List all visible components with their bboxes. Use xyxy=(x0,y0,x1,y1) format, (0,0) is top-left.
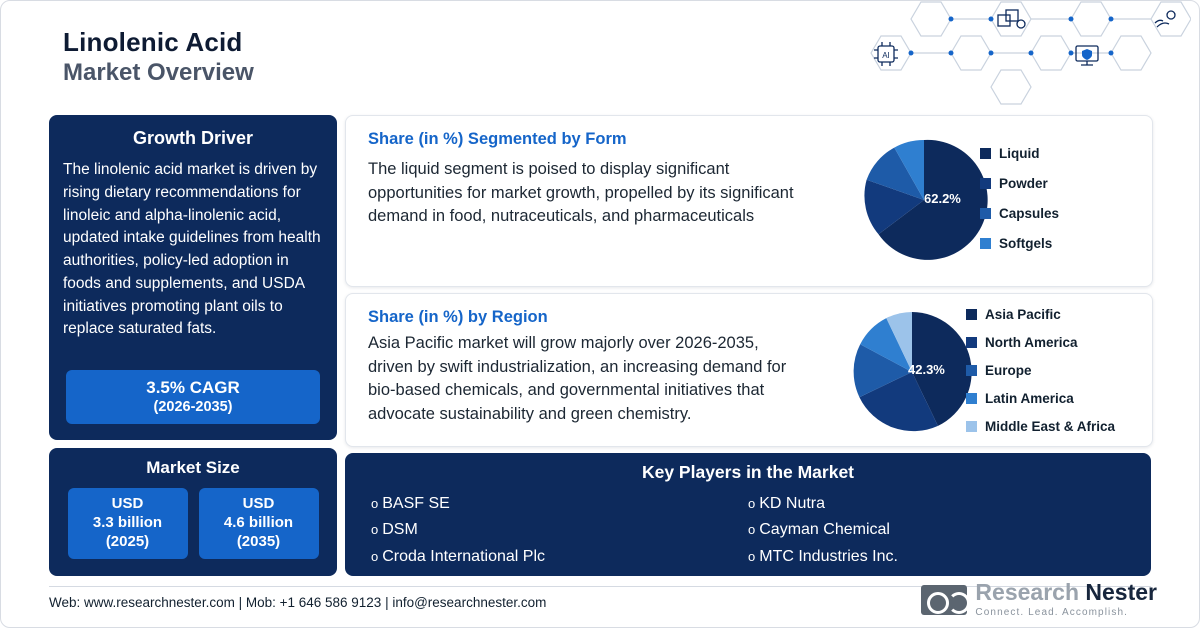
market-size-year: (2025) xyxy=(105,532,150,550)
page-title: Linolenic Acid xyxy=(63,27,243,57)
share-by-region-panel xyxy=(345,293,1153,447)
cagr-badge xyxy=(66,370,320,424)
key-player-name: DSM xyxy=(382,521,418,539)
key-players-title: Key Players in the Market xyxy=(641,462,855,482)
list-item xyxy=(748,517,1125,543)
brand-name-part-1: Research xyxy=(975,579,1079,605)
brand-wordmark xyxy=(975,581,1157,604)
growth-driver-title: Growth Driver xyxy=(132,128,254,148)
list-item xyxy=(748,491,1125,517)
share-by-region-text: Asia Pacific market will grow majorly over 2026-2035, driven by swift industrialization, an increasing demand for bio-based chemicals, and governmental initiatives that advocate sustainability and green chemistry. xyxy=(368,334,787,423)
legend-label: North America xyxy=(985,335,1078,350)
cagr-value: 3.5% CAGR xyxy=(146,378,240,397)
legend-label: Softgels xyxy=(999,236,1053,251)
bullet-icon: o xyxy=(371,548,379,564)
share-by-form-panel xyxy=(345,115,1153,287)
list-item xyxy=(371,491,748,517)
legend-swatch-icon xyxy=(966,393,977,404)
list-item xyxy=(371,517,748,543)
legend-label: Capsules xyxy=(999,206,1060,221)
share-by-region-heading: Share (in %) by Region xyxy=(368,308,548,326)
footer-contact-text: Web: www.researchnester.com | Mob: +1 646 586 9123 | info@researchnester.com xyxy=(49,595,547,610)
key-players-left-column xyxy=(371,491,748,570)
growth-driver-card xyxy=(49,115,337,440)
legend-label: Powder xyxy=(999,176,1048,191)
brand-logo xyxy=(921,581,1157,618)
bullet-icon: o xyxy=(748,496,756,511)
legend-item xyxy=(980,146,1059,161)
cagr-period: (2026-2035) xyxy=(153,399,233,415)
key-players-card xyxy=(345,453,1151,576)
pie-data-label: 42.3% xyxy=(908,362,945,377)
brand-name-part-2: Nester xyxy=(1085,579,1157,605)
market-size-title: Market Size xyxy=(146,458,240,477)
legend-label: Asia Pacific xyxy=(985,307,1061,322)
market-size-box xyxy=(68,488,188,559)
legend-swatch-icon xyxy=(966,309,977,320)
legend-swatch-icon xyxy=(980,238,991,249)
share-by-form-text: The liquid segment is poised to display significant opportunities for market growth, propelled by its significant demand in food, nutraceuticals, and pharmaceuticals xyxy=(368,160,794,226)
key-player-name: Croda International Plc xyxy=(382,547,545,565)
market-size-amount: 3.3 billion xyxy=(92,513,163,531)
market-size-box xyxy=(199,488,319,559)
legend-label: Europe xyxy=(985,363,1032,378)
legend-label: Liquid xyxy=(999,146,1040,161)
legend-item xyxy=(980,176,1059,191)
svg-text:AI: AI xyxy=(882,51,890,60)
bullet-icon: o xyxy=(748,522,756,538)
legend-item xyxy=(980,206,1059,221)
share-by-form-pie-chart xyxy=(858,134,990,271)
bullet-icon: o xyxy=(748,548,756,564)
share-by-region-pie-chart xyxy=(846,306,978,443)
market-size-currency: USD xyxy=(242,495,275,512)
legend-item xyxy=(966,307,1115,322)
key-players-columns xyxy=(345,491,1151,570)
bullet-icon: o xyxy=(371,496,379,511)
legend-item xyxy=(966,391,1115,406)
legend-swatch-icon xyxy=(980,148,991,159)
market-size-amount: 4.6 billion xyxy=(223,513,294,531)
market-size-card xyxy=(49,448,337,576)
legend-swatch-icon xyxy=(980,208,991,219)
key-player-name: KD Nutra xyxy=(759,495,826,512)
page-subtitle: Market Overview xyxy=(63,59,254,86)
legend-item xyxy=(980,236,1059,251)
market-size-values xyxy=(49,488,337,559)
growth-driver-text: The linolenic acid market is driven by rising dietary recommendations for linoleic and alpha-linolenic acid, updated intake guidelines from health authorities, policy-led adoption in foods and supplements, and USDA initiatives promoting plant oils to replace saturated fats. xyxy=(63,161,321,338)
logo-mark-icon xyxy=(921,585,967,615)
legend-swatch-icon xyxy=(966,337,977,348)
share-by-region-legend xyxy=(966,307,1115,447)
share-by-form-heading: Share (in %) Segmented by Form xyxy=(368,130,627,148)
list-item xyxy=(748,544,1125,570)
pie-data-label: 62.2% xyxy=(924,191,961,206)
key-player-name: Cayman Chemical xyxy=(759,521,890,539)
key-players-right-column xyxy=(748,491,1125,570)
legend-swatch-icon xyxy=(966,421,977,432)
legend-item xyxy=(966,335,1115,350)
brand-tagline: Connect. Lead. Accomplish. xyxy=(975,607,1128,618)
legend-label: Middle East & Africa xyxy=(985,419,1116,434)
key-player-name: MTC Industries Inc. xyxy=(759,547,898,565)
market-size-currency: USD xyxy=(111,495,144,512)
legend-item xyxy=(966,419,1115,434)
key-player-name: BASF SE xyxy=(382,495,450,512)
header xyxy=(1,1,1200,105)
legend-swatch-icon xyxy=(966,365,977,376)
legend-item xyxy=(966,363,1115,378)
market-size-year: (2035) xyxy=(236,532,281,550)
decorative-hex-network-icon xyxy=(851,1,1191,105)
bullet-icon: o xyxy=(371,522,379,538)
legend-swatch-icon xyxy=(980,178,991,189)
share-by-form-legend xyxy=(980,146,1059,266)
list-item xyxy=(371,544,748,570)
legend-label: Latin America xyxy=(985,391,1074,406)
